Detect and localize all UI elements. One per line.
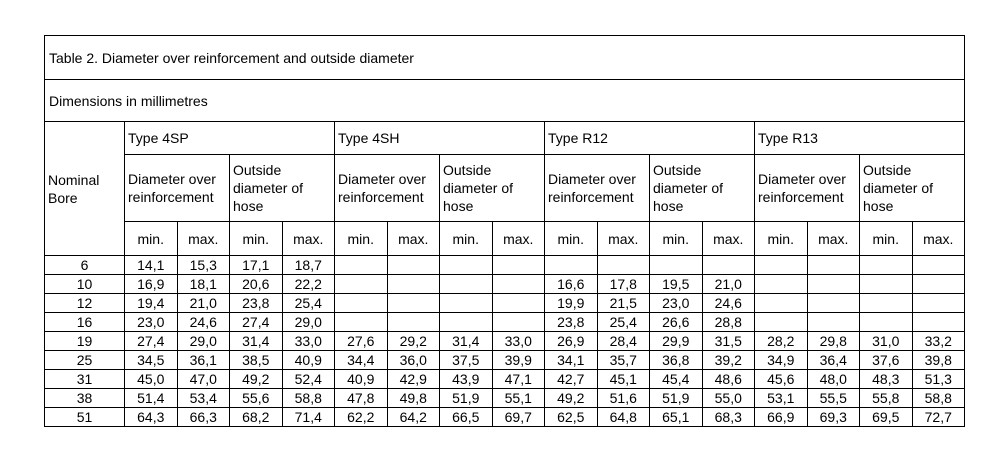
value-cell: 28,4 — [597, 332, 650, 351]
value-cell — [860, 256, 913, 275]
table-row — [45, 370, 965, 389]
value-cell: 43,9 — [440, 370, 493, 389]
value-cell: 36,1 — [177, 351, 230, 370]
value-cell: 22,2 — [282, 275, 335, 294]
value-cell: 31,4 — [440, 332, 493, 351]
value-cell: 51,3 — [912, 370, 965, 389]
dimensions-note: Dimensions in millimetres — [45, 80, 965, 122]
value-cell: 51,4 — [125, 389, 178, 408]
max-header: max. — [177, 222, 230, 256]
min-header: min. — [125, 222, 178, 256]
value-cell: 39,9 — [492, 351, 545, 370]
min-header: min. — [755, 222, 808, 256]
max-header: max. — [387, 222, 440, 256]
value-cell: 47,8 — [335, 389, 388, 408]
value-cell: 69,7 — [492, 408, 545, 427]
value-cell: 51,9 — [440, 389, 493, 408]
value-cell — [912, 256, 965, 275]
value-cell: 64,8 — [597, 408, 650, 427]
nominal-bore-cell: 6 — [45, 256, 125, 275]
table-row — [45, 294, 965, 313]
value-cell — [807, 294, 860, 313]
value-cell: 17,1 — [230, 256, 283, 275]
value-cell — [912, 313, 965, 332]
value-cell — [387, 313, 440, 332]
value-cell — [335, 313, 388, 332]
value-cell: 31,0 — [860, 332, 913, 351]
value-cell: 45,0 — [125, 370, 178, 389]
value-cell: 17,8 — [597, 275, 650, 294]
value-cell: 34,9 — [755, 351, 808, 370]
value-cell: 45,4 — [650, 370, 703, 389]
value-cell: 23,0 — [125, 313, 178, 332]
value-cell: 33,0 — [282, 332, 335, 351]
value-cell: 58,8 — [282, 389, 335, 408]
value-cell — [387, 294, 440, 313]
table-row — [45, 313, 965, 332]
value-cell: 23,8 — [545, 313, 598, 332]
value-cell: 25,4 — [282, 294, 335, 313]
value-cell: 21,5 — [597, 294, 650, 313]
value-cell — [755, 256, 808, 275]
value-cell: 66,3 — [177, 408, 230, 427]
value-cell: 51,9 — [650, 389, 703, 408]
table-row — [45, 351, 965, 370]
value-cell: 49,8 — [387, 389, 440, 408]
value-cell: 15,3 — [177, 256, 230, 275]
value-cell: 55,5 — [807, 389, 860, 408]
max-header: max. — [492, 222, 545, 256]
diameter-over-reinforcement-header: Diameter over reinforcement — [755, 155, 860, 222]
nominal-bore-cell: 12 — [45, 294, 125, 313]
value-cell — [597, 256, 650, 275]
value-cell: 69,3 — [807, 408, 860, 427]
value-cell: 62,5 — [545, 408, 598, 427]
value-cell: 29,8 — [807, 332, 860, 351]
value-cell — [807, 256, 860, 275]
value-cell — [755, 275, 808, 294]
type-header: Type R13 — [755, 122, 965, 155]
value-cell: 39,2 — [702, 351, 755, 370]
value-cell: 23,0 — [650, 294, 703, 313]
value-cell: 34,4 — [335, 351, 388, 370]
value-cell: 28,2 — [755, 332, 808, 351]
value-cell: 34,1 — [545, 351, 598, 370]
value-cell: 19,5 — [650, 275, 703, 294]
value-cell: 68,2 — [230, 408, 283, 427]
outside-diameter-header: Outside diameter of hose — [650, 155, 755, 222]
value-cell: 29,9 — [650, 332, 703, 351]
value-cell: 21,0 — [177, 294, 230, 313]
value-cell: 48,0 — [807, 370, 860, 389]
table-row — [45, 256, 965, 275]
value-cell — [807, 275, 860, 294]
value-cell: 25,4 — [597, 313, 650, 332]
value-cell: 16,6 — [545, 275, 598, 294]
value-cell: 36,0 — [387, 351, 440, 370]
nominal-bore-cell: 31 — [45, 370, 125, 389]
diameter-over-reinforcement-header: Diameter over reinforcement — [335, 155, 440, 222]
dimensions-table — [44, 35, 965, 427]
value-cell — [807, 313, 860, 332]
value-cell — [387, 256, 440, 275]
value-cell: 72,7 — [912, 408, 965, 427]
value-cell — [492, 294, 545, 313]
value-cell: 53,4 — [177, 389, 230, 408]
value-cell: 36,4 — [807, 351, 860, 370]
diameter-over-reinforcement-header: Diameter over reinforcement — [545, 155, 650, 222]
value-cell — [335, 294, 388, 313]
value-cell: 14,1 — [125, 256, 178, 275]
value-cell: 29,0 — [282, 313, 335, 332]
value-cell: 23,8 — [230, 294, 283, 313]
value-cell: 51,6 — [597, 389, 650, 408]
value-cell: 37,6 — [860, 351, 913, 370]
value-cell: 48,3 — [860, 370, 913, 389]
value-cell: 26,9 — [545, 332, 598, 351]
value-cell — [545, 256, 598, 275]
value-cell: 19,9 — [545, 294, 598, 313]
value-cell: 62,2 — [335, 408, 388, 427]
value-cell — [335, 256, 388, 275]
value-cell: 31,4 — [230, 332, 283, 351]
value-cell: 66,9 — [755, 408, 808, 427]
nominal-bore-cell: 51 — [45, 408, 125, 427]
value-cell: 29,0 — [177, 332, 230, 351]
value-cell: 19,4 — [125, 294, 178, 313]
value-cell: 58,8 — [912, 389, 965, 408]
type-header: Type 4SP — [125, 122, 335, 155]
min-header: min. — [230, 222, 283, 256]
value-cell: 40,9 — [335, 370, 388, 389]
max-header: max. — [597, 222, 650, 256]
value-cell: 16,9 — [125, 275, 178, 294]
type-header: Type R12 — [545, 122, 755, 155]
value-cell — [492, 313, 545, 332]
nominal-bore-header: Nominal Bore — [45, 122, 125, 256]
outside-diameter-header: Outside diameter of hose — [860, 155, 965, 222]
value-cell: 52,4 — [282, 370, 335, 389]
value-cell — [755, 294, 808, 313]
max-header: max. — [702, 222, 755, 256]
min-header: min. — [860, 222, 913, 256]
value-cell: 45,1 — [597, 370, 650, 389]
value-cell: 64,2 — [387, 408, 440, 427]
value-cell: 69,5 — [860, 408, 913, 427]
value-cell: 45,6 — [755, 370, 808, 389]
max-header: max. — [807, 222, 860, 256]
value-cell: 71,4 — [282, 408, 335, 427]
value-cell: 35,7 — [597, 351, 650, 370]
value-cell: 34,5 — [125, 351, 178, 370]
outside-diameter-header: Outside diameter of hose — [440, 155, 545, 222]
value-cell: 65,1 — [650, 408, 703, 427]
value-cell: 53,1 — [755, 389, 808, 408]
value-cell: 18,1 — [177, 275, 230, 294]
value-cell: 49,2 — [230, 370, 283, 389]
value-cell: 37,5 — [440, 351, 493, 370]
value-cell: 55,1 — [492, 389, 545, 408]
value-cell — [912, 294, 965, 313]
value-cell: 38,5 — [230, 351, 283, 370]
nominal-bore-cell: 25 — [45, 351, 125, 370]
type-header: Type 4SH — [335, 122, 545, 155]
table-row — [45, 389, 965, 408]
value-cell: 42,9 — [387, 370, 440, 389]
value-cell — [755, 313, 808, 332]
nominal-bore-cell: 19 — [45, 332, 125, 351]
value-cell: 31,5 — [702, 332, 755, 351]
value-cell: 27,6 — [335, 332, 388, 351]
value-cell — [387, 275, 440, 294]
value-cell — [492, 275, 545, 294]
value-cell — [440, 313, 493, 332]
value-cell: 27,4 — [230, 313, 283, 332]
value-cell — [440, 256, 493, 275]
table-title: Table 2. Diameter over reinforcement and outside diameter — [45, 36, 965, 80]
min-header: min. — [335, 222, 388, 256]
nominal-bore-cell: 16 — [45, 313, 125, 332]
value-cell: 27,4 — [125, 332, 178, 351]
nominal-bore-cell: 38 — [45, 389, 125, 408]
value-cell — [492, 256, 545, 275]
outside-diameter-header: Outside diameter of hose — [230, 155, 335, 222]
table-row — [45, 408, 965, 427]
value-cell: 36,8 — [650, 351, 703, 370]
value-cell: 24,6 — [177, 313, 230, 332]
value-cell: 49,2 — [545, 389, 598, 408]
value-cell: 55,8 — [860, 389, 913, 408]
table-row — [45, 275, 965, 294]
value-cell: 55,0 — [702, 389, 755, 408]
value-cell: 64,3 — [125, 408, 178, 427]
value-cell: 18,7 — [282, 256, 335, 275]
value-cell: 47,1 — [492, 370, 545, 389]
value-cell: 55,6 — [230, 389, 283, 408]
value-cell: 33,0 — [492, 332, 545, 351]
min-header: min. — [545, 222, 598, 256]
value-cell: 39,8 — [912, 351, 965, 370]
value-cell: 66,5 — [440, 408, 493, 427]
value-cell: 28,8 — [702, 313, 755, 332]
value-cell — [860, 275, 913, 294]
value-cell: 47,0 — [177, 370, 230, 389]
value-cell — [440, 294, 493, 313]
value-cell: 33,2 — [912, 332, 965, 351]
value-cell — [440, 275, 493, 294]
min-header: min. — [650, 222, 703, 256]
value-cell: 48,6 — [702, 370, 755, 389]
value-cell: 26,6 — [650, 313, 703, 332]
nominal-bore-cell: 10 — [45, 275, 125, 294]
value-cell — [650, 256, 703, 275]
value-cell — [702, 256, 755, 275]
value-cell — [335, 275, 388, 294]
value-cell: 29,2 — [387, 332, 440, 351]
value-cell: 21,0 — [702, 275, 755, 294]
value-cell: 42,7 — [545, 370, 598, 389]
max-header: max. — [282, 222, 335, 256]
min-header: min. — [440, 222, 493, 256]
value-cell: 24,6 — [702, 294, 755, 313]
diameter-over-reinforcement-header: Diameter over reinforcement — [125, 155, 230, 222]
table-row — [45, 332, 965, 351]
max-header: max. — [912, 222, 965, 256]
value-cell: 40,9 — [282, 351, 335, 370]
value-cell — [912, 275, 965, 294]
value-cell: 68,3 — [702, 408, 755, 427]
value-cell: 20,6 — [230, 275, 283, 294]
value-cell — [860, 294, 913, 313]
value-cell — [860, 313, 913, 332]
